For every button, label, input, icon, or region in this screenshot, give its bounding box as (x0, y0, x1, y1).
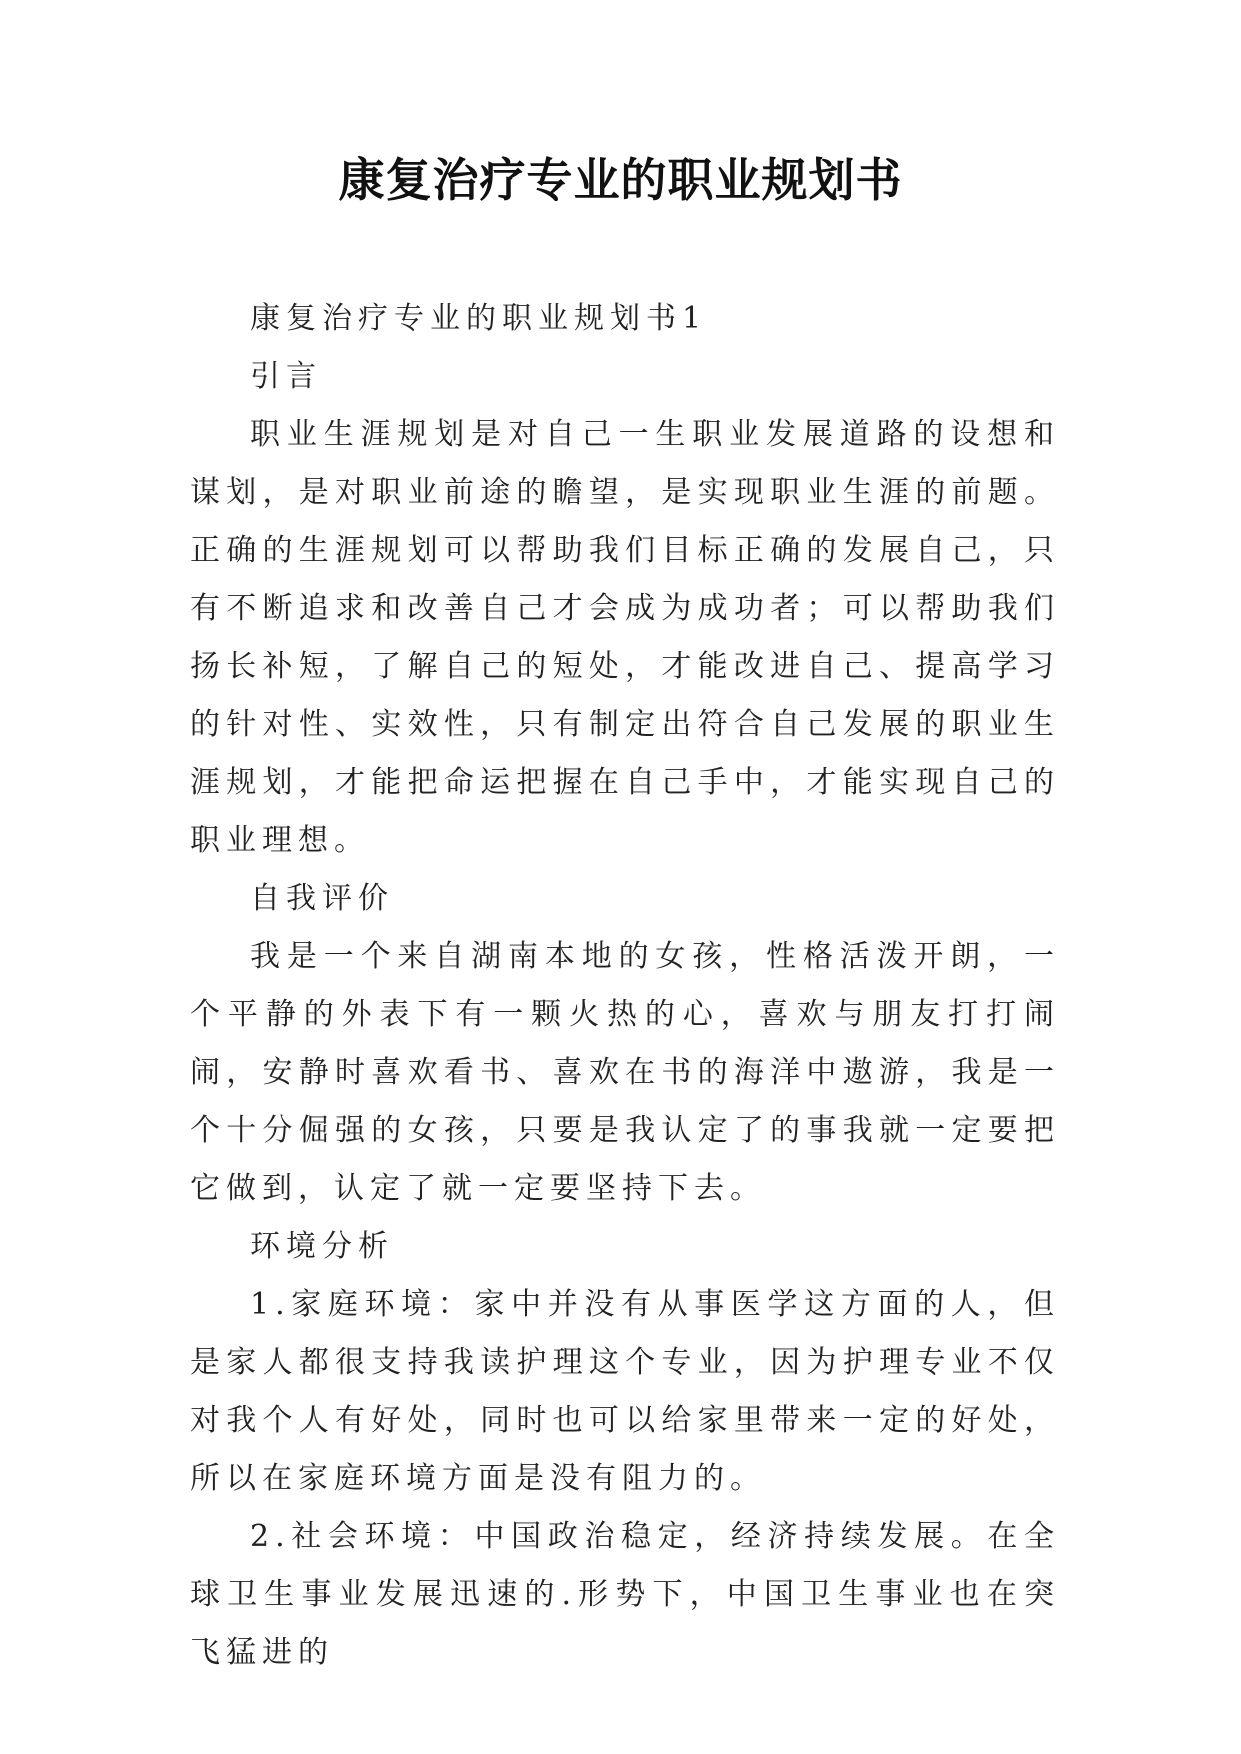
section-heading: 环境分析 (250, 1229, 394, 1264)
document-title: 康复治疗专业的职业规划书 (338, 153, 903, 207)
paragraph: 职业生涯规划是对自己一生职业发展道路的设想和谋划，是对职业前途的瞻望，是实现职业生涯的前题。正确的生涯规划可以帮助我们目标正确的发展自己，只有不断追求和改善自己才会成为成功者；可以帮助我们扬长补短，了解自己的短处，才能改进自己、提高学习的针对性、实效性，只有制定出符合自己发展的职业生涯规划，才能把命运把握在自己手中，才能实现自己的职业理想。 (190, 417, 1060, 858)
paragraph: 2.社会环境：中国政治稳定，经济持续发展。在全球卫生事业发展迅速的.形势下，中国卫生事业也在突飞猛进的 (190, 1519, 1060, 1670)
document-body (190, 290, 1060, 1682)
paragraph: 我是一个来自湖南本地的女孩，性格活泼开朗，一个平静的外表下有一颗火热的心，喜欢与朋友打打闹闹，安静时喜欢看书、喜欢在书的海洋中遨游，我是一个十分倔强的女孩，只要是我认定了的事我就一定要把它做到，认定了就一定要坚持下去。 (190, 939, 1060, 1206)
section-heading: 引言 (250, 359, 322, 394)
section-heading: 康复治疗专业的职业规划书1 (250, 301, 708, 336)
section-heading: 自我评价 (250, 881, 394, 916)
paragraph: 1.家庭环境：家中并没有从事医学这方面的人，但是家人都很支持我读护理这个专业，因为护理专业不仅对我个人有好处，同时也可以给家里带来一定的好处，所以在家庭环境方面是没有阻力的。 (190, 1287, 1060, 1496)
